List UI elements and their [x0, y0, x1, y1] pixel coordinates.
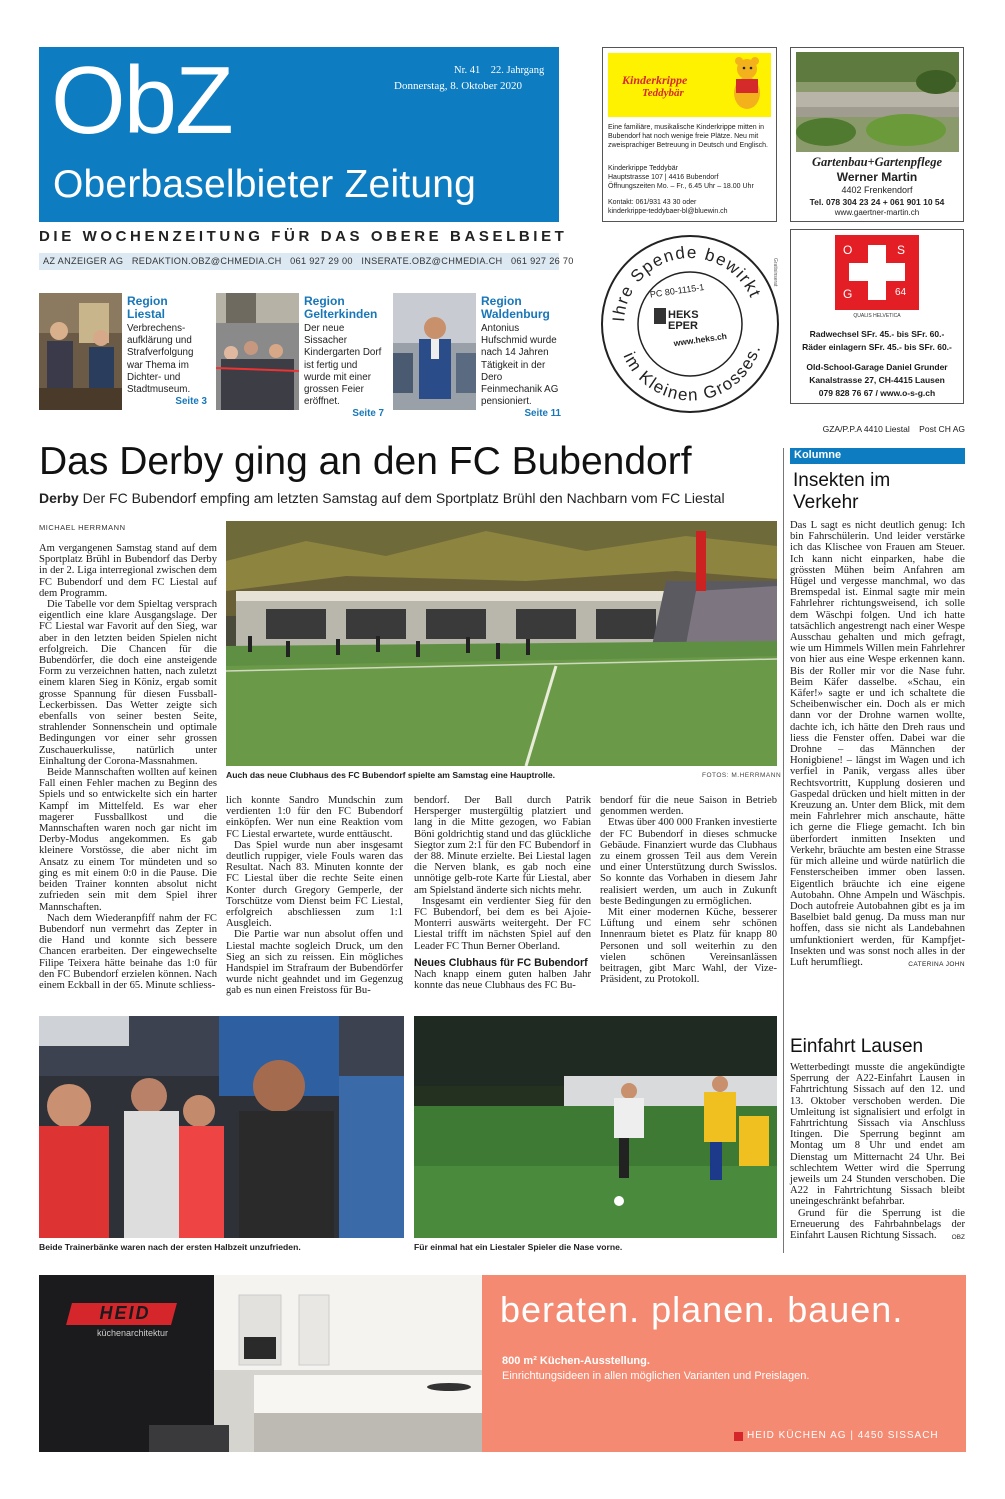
issue-number: Nr. 41 22. Jahrgang: [454, 65, 545, 76]
teaser-photo-waldenburg: [393, 293, 476, 410]
paragraph: Mit einer modernen Küche, besserer Lüftung und einem sehr schönen Innenraum bietet es Platz für knapp 80 Personen und soll weiterhin zu den vielen schönen Vereinsanlässen beitragen, gibt Marc Wahl, der Vize-Präsident, zu Protokoll.: [600, 907, 777, 986]
paragraph: Wetterbedingt musste die angekündigte Sperrung der A22-Einfahrt Lausen in Fahrtrichtung Sissach auf den 12. und 13. Oktober verschoben werden. Die Umleitung ist signalisiert und erfolgt in Fahrtrichtung Sissach via Anschluss Itingen. Die Sperrung beginnt am Montag um 8 Uhr und endet am Dienstag um Mitternacht 24 Uhr. Bei schlechtem Wetter wird die Sperrung jeweils um 24 Stunden verschoben. Die A22 in Fahrtrichtung Sissach bleibt uneingeschränkt befahrbar.: [790, 1062, 965, 1208]
teaser-gelterkinden[interactable]: [216, 293, 384, 420]
kitchen-photo: [39, 1275, 482, 1452]
krippe-address: Kinderkrippe Teddybär Hauptstrasse 107 | 4416 Bubendorf Öffnungszeiten Mo. – Fr., 6.45 Uhr – 18.00 Uhr: [608, 165, 754, 190]
paragraph: Etwas über 400 000 Franken investierte der FC Bubendorf in dieses schmucke Gebäude. Finanziert wurde das Clubhaus zu einem grossen Teil aus dem Verein und einer Unterstützung durch Swisslos. So konnte das Vorhaben in diesem Jahr realisiert werden, um auch in Zukunft beste Bedingungen zu ermöglichen.: [600, 817, 777, 907]
osg-line: Räder einlagern SFr. 45.- bis SFr. 60.-: [802, 342, 952, 352]
teaser-body: Verbrechensaufklärung und Strafverfolgung war Thema im Dichter- und Stadtmuseum.: [127, 323, 194, 396]
ad-kinderkrippe[interactable]: [602, 47, 777, 222]
issue-date: Donnerstag, 8. Oktober 2020: [394, 80, 523, 92]
teaser-photo-gelterkinden: [216, 293, 299, 410]
garten-name: Werner Martin: [836, 170, 918, 184]
paragraph: lich konnte Sandro Mundschin zum verdienten 1:0 für den FC Bubendorf einköpfen. Wer nun eine Reaktion vom FC Liestal erwartete, wurde enttäuscht.: [226, 795, 403, 840]
paragraph: Grund für die Sperrung ist die Erneuerung des Fahrbahnbelags der Einfahrt Lausen Richtung Sissach.: [790, 1207, 965, 1242]
osg-quality: QUALIS HELVETICA: [853, 313, 901, 319]
paragraph: Das Spiel wurde nun aber insgesamt deutlich ruppiger, viele Fouls waren das Resultat. Nach 83. Minuten konnte der FC Liestal über die rechte Seite einen Konter durch Gregory Gemperle, der Torschütze vom Dienst beim FC Liestal, erfolgreich abschliessen zum 1:1 Ausgleich.: [226, 839, 403, 930]
article-column-2: [226, 795, 403, 997]
subheading: Neues Clubhaus für FC Bubendorf: [414, 956, 588, 969]
teaser-page[interactable]: Seite 7: [352, 408, 384, 420]
teaser-title: Region Gelterkinden: [304, 294, 378, 321]
article-column-3: [414, 795, 591, 991]
clubhouse-photo: [226, 521, 777, 766]
ad-heid-kuechen[interactable]: [39, 1275, 966, 1452]
ad-line: Einrichtungsideen in allen möglichen Varianten und Preislagen.: [502, 1370, 810, 1382]
einfahrt-text: [790, 1062, 965, 1243]
svg-text:im Kleinen Grosses.: im Kleinen Grosses.: [619, 341, 765, 405]
newspaper-name: Oberbaselbieter Zeitung: [53, 163, 477, 206]
heid-logo-text: HEID: [99, 1303, 151, 1323]
garten-title: Gartenbau+Gartenpflege: [811, 155, 943, 169]
krippe-contact: Kontakt: 061/931 43 30 oder kinderkrippe-teddybaer-bl@bluewin.ch: [608, 199, 728, 215]
krippe-logo-text: Kinderkrippe: [622, 73, 688, 87]
teaser-photo-liestal: [39, 293, 122, 410]
paragraph: Am vergangenen Samstag stand auf dem Sportplatz Brühl in Bubendorf das Derby in der 2. Liga interregional zwischen dem FC Bubendorf und dem FC Liestal auf dem Programm.: [39, 543, 217, 599]
swiss-flag-icon: [734, 1432, 743, 1441]
kolumne-author: CATERINA JOHN: [908, 960, 965, 968]
ad-old-school-garage[interactable]: [790, 229, 964, 404]
ad-slogan: beraten. planen. bauen.: [500, 1289, 904, 1330]
photo-credit: FOTOS: M.HERRMANN: [702, 772, 782, 779]
trainer-bench-photo: [39, 1016, 404, 1238]
postal-mark: GZA/P.P.A 4410 Liestal Post CH AG: [822, 424, 965, 434]
match-photo-caption: Für einmal hat ein Liestaler Spieler die Nase vorne.: [414, 1242, 623, 1252]
paragraph: bendorf. Der Ball durch Patrik Hersperger mustergültig platziert und lang in die Mitte gezogen, wo Fabian Böni goldrichtig stand und das glückliche Siegtor zum 2:1 für den FC Bubendorf in der 88. Minute erzielte. Bei Liestal lagen die Nerven blank, es gab noch eine unnötige gelb-rote Karte für Liestal, aber am Spielstand änderte sich nichts mehr.: [414, 795, 591, 896]
logo-obz: ObZ: [51, 47, 232, 154]
teddy-bear-icon: [726, 55, 768, 115]
krippe-logo-banner: [608, 53, 771, 117]
osg-line: Old-School-Garage Daniel Grunder: [806, 362, 948, 372]
garden-photo: [796, 52, 959, 152]
article-lead: Der FC Bubendorf empfing am letzten Samstag auf dem Sportplatz Brühl den Nachbarn vom FC Liestal: [78, 490, 725, 506]
svg-text:HEKS: HEKS: [668, 309, 699, 321]
column-divider: [783, 448, 784, 1253]
heid-logo-sub: küchenarchitektur: [97, 1328, 169, 1338]
teaser-title: Region Waldenburg: [481, 294, 550, 321]
ad-text-panel: [482, 1275, 966, 1452]
contact-bar: AZ ANZEIGER AG REDAKTION.OBZ@CHMEDIA.CH 061 927 29 00 INSERATE.OBZ@CHMEDIA.CH 061 927 26 70: [39, 253, 559, 270]
kolumne-label: Kolumne: [790, 448, 965, 464]
trainer-photo-caption: Beide Trainerbänke waren nach der ersten Halbzeit unzufrieden.: [39, 1242, 301, 1252]
teaser-body: Antonius Hufschmid wurde nach 14 Jahren Tätigkeit in der Dero Feinmechanik AG pensioniert.: [481, 323, 559, 408]
teaser-page[interactable]: Seite 3: [175, 396, 207, 408]
paragraph: Die Tabelle vor dem Spieltag versprach eigentlich eine klare Ausgangslage. Der FC Liestal war Favorit auf den Sieg, war aber in den letzten beiden Spielen nicht erfolgreich. Die Chancen für die Bubendörfer, die doch eine ansteigende Form zu verzeichnen hatten, nach zuletzt einem klaren Sieg in Köniz, ergab somit grosse Spannung für diesen Fussball-Leckerbissen. Das Wetter zeigte sich ebenfalls von seiner besten Seite, strahlender Sonnenschein und optimale Bedingungen vor einer sehr grossen Zuschauerkulisse, natürlich unter Einhaltung der Corona-Massnahmen.: [39, 599, 217, 767]
ad-footer: HEID KÜCHEN AG | 4450 SISSACH: [747, 1430, 939, 1441]
paragraph: Die Partie war nun absolut offen und Liestal machte sogleich Druck, um den Sieg an sich zu reissen. Ein mögliches Handspiel im Strafraum der Bubendörfer wurde nicht geahndet und im Gegenzug gab es nun einen Freistoss für Bu-: [226, 929, 403, 997]
svg-text:www.heks.ch: www.heks.ch: [673, 330, 728, 349]
article-headline: Das Derby ging an den FC Bubendorf: [39, 440, 692, 483]
paragraph: Nach knapp einem guten halben Jahr konnte das neue Clubhaus des FC Bu-: [414, 969, 591, 992]
osg-line: Kanalstrasse 27, CH-4415 Lausen: [809, 375, 945, 385]
masthead: [39, 47, 559, 222]
teaser-page[interactable]: Seite 11: [524, 408, 561, 420]
paragraph: Insgesamt ein verdienter Sieg für den FC Bubendorf, bei dem es bei Ajoie-Monterri auswärts weitergeht. Der FC Liestal trifft im nächsten Spiel auf den Leader FC Thun Berner Oberland.: [414, 895, 591, 952]
einfahrt-title: Einfahrt Lausen: [790, 1036, 924, 1057]
article-column-4: [600, 795, 777, 985]
svg-text:Gratisinserat: Gratisinserat: [772, 258, 778, 287]
paragraph: Beide Mannschaften wollten auf keinen Fall einen Fehler machen zu Beginn des Spiels und so entwickelte sich ein harter Kampf im Mittelfeld. Es war eher magerer Fussballkost und die Mannschaften waren noch gar nicht im Derby-Modus angekommen. Es gab kleinere Vorstösse, die aber nicht im Ansatz zu einem Tor mündeten und so ging es mit einem 0:0 in die Pause. Die beiden Trainer konnten absolut nicht zufrieden sein mit dem Spiel ihrer Mannschaften.: [39, 767, 217, 913]
teaser-title: Region Liestal: [127, 294, 168, 321]
osg-line: 079 828 76 67 / www.o-s-g.ch: [818, 388, 936, 398]
garten-tel: Tel. 078 304 23 24 + 061 901 10 54: [809, 197, 945, 207]
article-subhead: [39, 490, 725, 506]
garten-place: 4402 Frenkendorf: [841, 185, 913, 195]
main-photo-caption: Auch das neue Clubhaus des FC Bubendorf spielte am Samstag eine Hauptrolle.: [226, 770, 556, 780]
krippe-text: Eine familiäre, musikalische Kinderkrippe mitten in Bubendorf hat noch wenige freie Plätze. Neu mit zweisprachiger Betreuung in Deutsch und Englisch.: [608, 124, 768, 149]
article-column-1: [39, 543, 217, 991]
ad-line: 800 m² Küchen-Ausstellung.: [502, 1355, 650, 1367]
article-kicker: Derby: [39, 490, 79, 506]
article-author: MICHAEL HERRMANN: [39, 523, 126, 532]
paragraph: bendorf für die neue Saison in Betrieb genommen werden.: [600, 795, 777, 818]
teaser-waldenburg[interactable]: [393, 293, 561, 420]
einfahrt-sign: OBZ: [951, 1234, 965, 1242]
paragraph: Nach dem Wiederanpfiff nahm der FC Bubendorf nun vermehrt das Zepter in die Hand und konnte sich bessere Chancen erarbeiten. Der eingewechselte Filipe Teixera hätte beinahe das 1:0 für den FC Bubendorf erzielen können. Nach einem Eckball in der 65. Minute schliess-: [39, 912, 217, 991]
heks-stamp: [598, 228, 783, 413]
krippe-logo-text-2: Teddybär: [642, 87, 684, 99]
kolumne-body: Das L sagt es nicht deutlich genug: Ich bin Fahrschülerin. Und leider verstärke ich das Klischee von Frauen am Steuer. Ich kann nicht einparken, habe die grössten Mühen beim Anfahren am Hügel und vergesse manchmal, wo das Bremspedal ist. Einmal sagte mir mein Fahrlehrer richtungsweisend, ich solle dem Wäschpi folgen. Und ich hatte tatsächlich angestrengt nach einer Wespe Ausschau gehalten und mich gefragt, wie um Himmels Willen mein Fahrlehrer von hier aus eine Wespe erkennen kann. Bis der Roller mir vor die Nase fuhr. Beim Käfer dasselbe. «Schau, ein Käfer!» sagte er und ich schaltete die Scheibenwischer ein. Doch als er mich dann vor der Drohne warnen wollte, dachte ich, ich hätte den Dreh raus und liess die Fenster offen. Dabei war die Drohne – das Männchen der Honigbiene! – längst im Wagen und ich verfiel in Panik, vergass alles über Rechtsvortritt, Kupplung dosieren und Gaspedal drücken und hielt mitten in der Kreuzung an. Unter dem Blick, mit dem mein Fahrlehrer mich anschaute, hätte ich gerne die Fliege gemacht. Ich bin überfordert inmitten Insekten und Verkehr, bräuchte am besten eine Strasse für mich alleine und würde natürlich die Fensterscheiben immer oben lassen. Eigentlich bräuchte ich eine eigene Autobahn. Ohne Ampeln und Wäschpis. Doch autofreie Autobahnen gibt es ja im Baselbiet bald genug. Da muss man nur hoffen, dass sie nicht als Landebahnen umfunktioniert werden, für Kampfjet-Insekten und was sonst noch alles in der Luft herumfliegt.: [790, 520, 965, 968]
svg-text:PC 80-1115-1: PC 80-1115-1: [649, 282, 705, 300]
match-photo: [414, 1016, 777, 1238]
kolumne-title: Insekten im Verkehr: [793, 470, 891, 513]
tagline: DIE WOCHENZEITUNG FÜR DAS OBERE BASELBIET: [39, 228, 568, 245]
osg-logo: O S G 64: [835, 235, 919, 310]
ad-heks[interactable]: [598, 228, 783, 413]
garten-web[interactable]: www.gaertner-martin.ch: [834, 208, 920, 217]
svg-text:EPER: EPER: [668, 320, 698, 332]
kolumne-text: [790, 520, 965, 970]
teaser-body: Der neue Sissacher Kindergarten Dorf ist fertig und wurde mit einer grossen Feier eröffnet.: [304, 323, 382, 408]
ad-gartenbau[interactable]: [790, 47, 964, 222]
teaser-liestal[interactable]: [39, 293, 207, 410]
svg-text:Ihre Spende bewirkt: Ihre Spende bewirkt: [608, 242, 765, 323]
osg-line: Radwechsel SFr. 45.- bis SFr. 60.-: [809, 329, 945, 339]
